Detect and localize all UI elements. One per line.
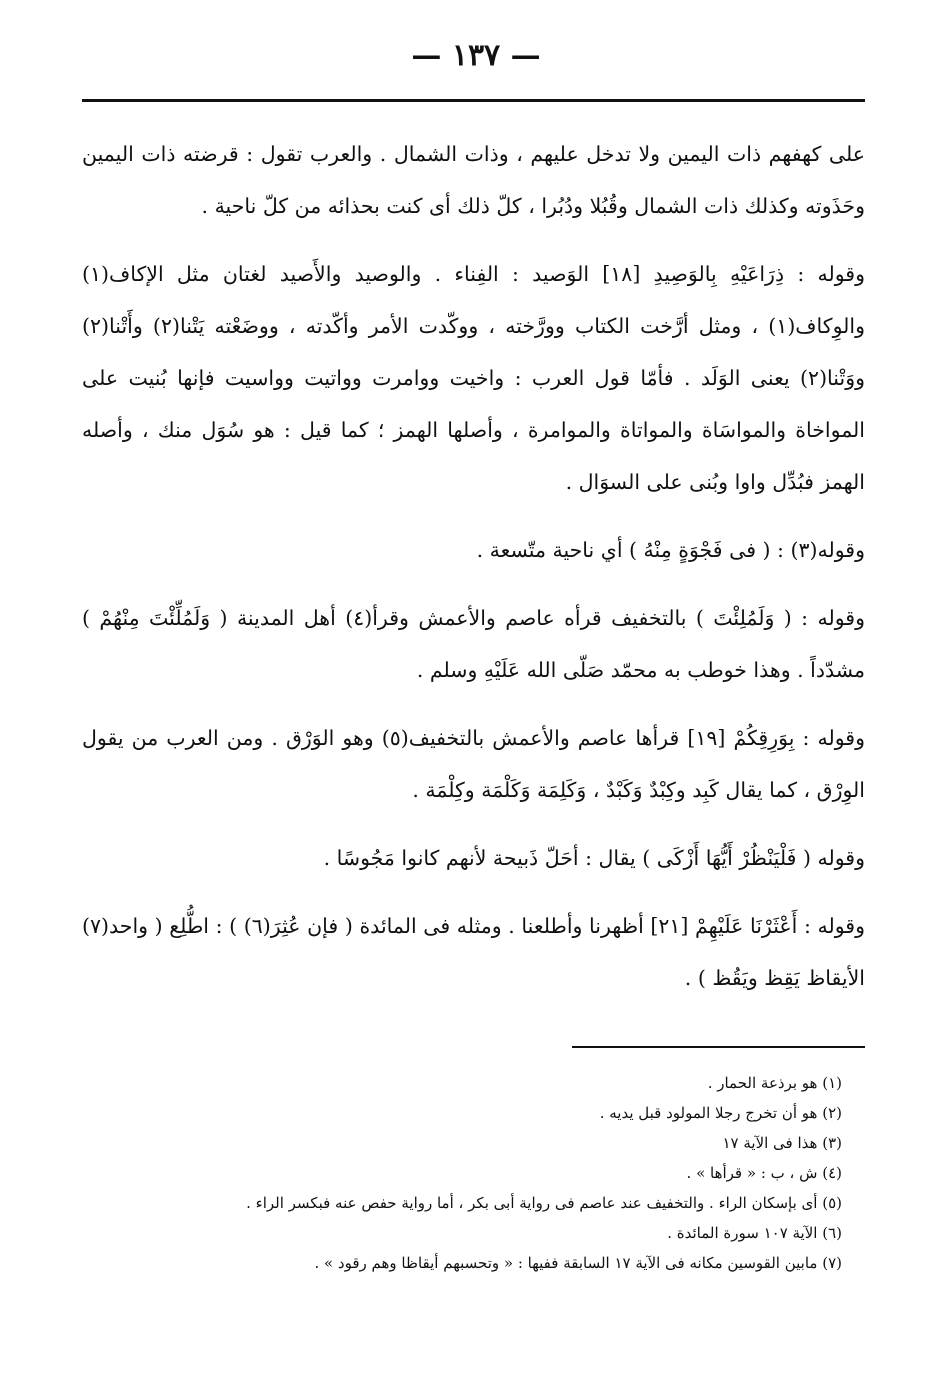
paragraph: وقوله : ( وَلَمُلِئْتَ ) بالتخفيف قرأه عاصم والأعمش وقرأ(٤) أهل المدينة ( وَلَمُلِّئْتَ مِنْهُمْ ) مشدّداً . وهذا خوطب به محمّد صَلّى الله عَلَيْهِ وسلم .: [82, 606, 865, 682]
paragraph: على كهفهم ذات اليمين ولا تدخل عليهم ، وذات الشمال . والعرب تقول : قرضته ذات اليمين وحَذَوته وكذلك ذات الشمال وقُبُلا ودُبُرا ، كلّ ذلك أى كنت بحذائه من كلّ ناحية .: [82, 142, 865, 218]
footnote: (١) هو برذعة الحمار .: [707, 1074, 842, 1092]
body-text: [82, 128, 865, 1020]
footnote: (٧) مابين القوسين مكانه فى الآية ١٧ السابقة ففيها : « وتحسبهم أيقاظا وهم رقود » .: [314, 1254, 842, 1272]
footnote: (٥) أى بإسكان الراء . والتخفيف عند عاصم فى رواية أبى بكر ، أما رواية حفص عنه فبكسر الراء .: [246, 1194, 842, 1212]
paragraph: وقوله ( فَلْيَنْظُرْ أَيُّهَا أَزْكَى ) يقال : أحَلّ ذَبيحة لأنهم كانوا مَجُوسًا .: [323, 846, 865, 870]
paragraph: وقوله(٣) : ( فى فَجْوَةٍ مِنْهُ ) أي ناحية متّسعة .: [476, 538, 865, 562]
paragraph: وقوله : أَعْثَرْنَا عَلَيْهِمْ [٢١] أظهرنا وأطلعنا . ومثله فى المائدة ( فإن عُثِرَ(٦) ) : اطُّلِع ( واحد(٧) الأيقاظ يَقِظ ويَقُظ ) .: [82, 914, 865, 990]
footnote: (٢) هو أن تخرج رجلا المولود قبل يديه .: [599, 1104, 842, 1122]
footnote: (٤) ش ، ب : « قرأها » .: [686, 1164, 842, 1182]
footnote: (٣) هذا فى الآية ١٧: [722, 1134, 842, 1152]
footnote-rule: [572, 1046, 865, 1048]
footnotes: [82, 1068, 842, 1278]
header-rule: [82, 99, 865, 102]
page-number: — ١٣٧ —: [411, 38, 541, 73]
paragraph: وقوله : بِوَرِقِكُمْ [١٩] قرأها عاصم والأعمش بالتخفيف(٥) وهو الوَرْق . ومن العرب من يقول الوِرْق ، كما يقال كَبِد وكِبْدٌ وَكَبْدٌ ، وَكَلِمَة وَكَلْمَة وكِلْمَة .: [82, 726, 866, 802]
footnote: (٦) الآية ١٠٧ سورة المائدة .: [667, 1224, 842, 1242]
paragraph: وقوله : ذِرَاعَيْهِ بِالوَصِيدِ [١٨] الوَصيد : الفِناء . والوصيد والأَصيد لغتان مثل الإكاف(١) والوِكاف(١) ، ومثل أرَّخت الكتاب وورَّخته ، ووكّدت الأمر وأكّدته ، ووضَعْته يَتْنا(٢) وأَتْنا(٢) ووَتْنا(٢) يعنى الوَلَد . فأمّا قول العرب : واخيت ووامرت وواتيت وواسيت فإنها بُنيت على المواخاة والمواسَاة والمواتاة والموامرة ، وأصلها الهمز ؛ كما قيل : هو سُوَل منك ، وأصله الهمز فبُدِّل واوا وبُنى على السوَال .: [82, 262, 865, 494]
